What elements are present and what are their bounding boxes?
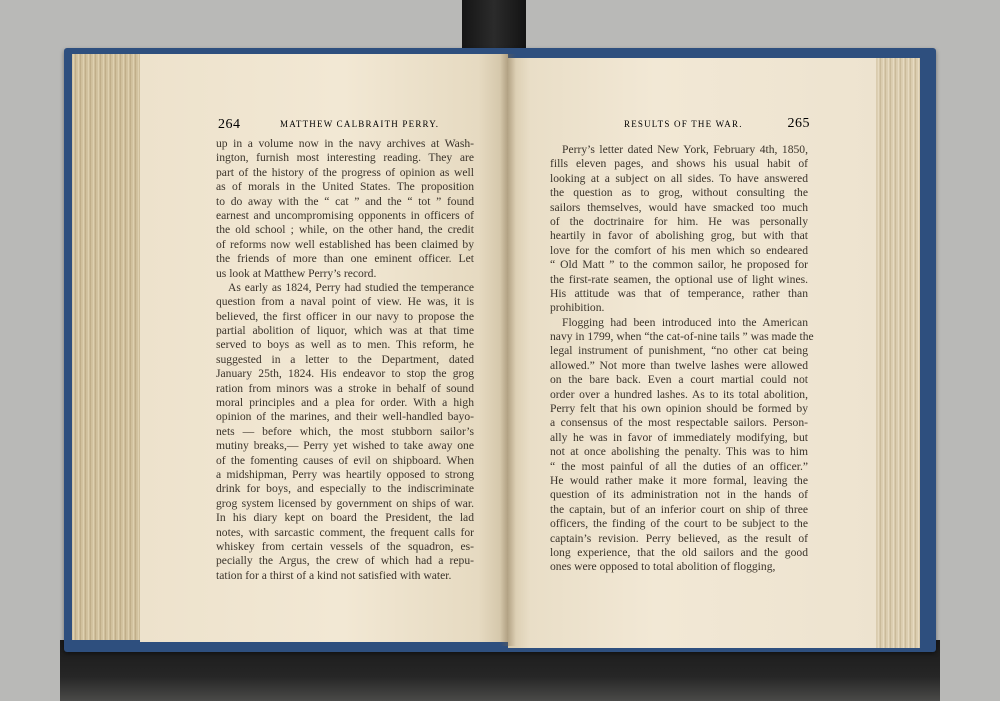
left-page-text-line: whiskey from certain vessels of the squadron, es- (216, 539, 474, 553)
left-page-text-line: earnest and uncompromising opponents in officers of (216, 208, 474, 222)
left-page-edges (72, 54, 148, 640)
right-page-text-line: Perry’s letter dated New York, February 4th, 1850, (562, 143, 808, 156)
left-page-text-line: mutiny breaks,— Perry yet wished to take away one (216, 439, 474, 453)
left-page-number: 264 (218, 117, 241, 132)
right-page-text-line: ally he was in favor of immediately modifying, but (550, 430, 808, 444)
right-page-text-line: prohibition. (550, 301, 605, 315)
left-page-text-line: as of morals in the United States. The proposition (216, 180, 474, 194)
left-page-body (216, 137, 474, 583)
right-page-text-line: navy in 1799, when “the cat-of-nine tails ” was made the (550, 330, 814, 344)
right-page-text-line: long experience, that the old sailors and the good (550, 545, 808, 559)
right-page-number: 265 (787, 116, 810, 131)
left-page-text-line: of reforms now well established has been claimed by (216, 237, 474, 251)
right-page-text-line: captain’s revision. Perry believed, as the result of (550, 531, 808, 545)
left-page-text-line: tation for a thirst of a kind not satisfied with water. (216, 568, 452, 582)
right-page-text-line: fills eleven pages, and shows his usual habit of (550, 157, 808, 171)
right-page-body (550, 143, 814, 575)
left-page-text-line: In his diary kept on board the President, the lad (216, 511, 474, 525)
left-page-text-line: drink for boys, and especially to the indiscriminate (216, 482, 474, 496)
left-page-text-line: question from a naval point of view. He was, it is (216, 295, 474, 309)
left-page-text-line: a midshipman, Perry was heartily opposed to strong (216, 467, 474, 481)
right-page-text-line: not at once abolishing the penalty. This was to him (550, 445, 808, 459)
right-page-text-line: sailors themselves, would have smacked too much (550, 200, 808, 214)
left-page-text-line: to do away with the “ cat ” and the “ tot ” found (216, 194, 474, 208)
right-page-text-line: love for the comfort of his men which so endeared (550, 243, 808, 257)
right-page-text-line: on the bare back. Even a court martial could not (550, 373, 808, 387)
left-page-text-line: the old school ; while, on the other hand, the credit (216, 223, 474, 237)
right-page-text-line: “ the most painful of all the duties of an officer.” (550, 459, 808, 473)
right-page-text-line: question of its administration not in the hands of (550, 488, 808, 502)
right-page-text-line: looking at a subject on all sides. To have answered (550, 171, 808, 185)
left-page-text-line: believed, the first officer in our navy to propose the (216, 309, 474, 323)
left-running-header (218, 116, 476, 132)
right-page-text-line: of the doctrinaire for him. He was personally (550, 214, 808, 228)
left-page-text-line: ington, furnish most interesting reading. They are (216, 151, 474, 165)
left-page-text-line: moral principles and a plea for order. With a high (216, 396, 474, 410)
right-page-text-line: “ Old Matt ” to the common sailor, he proposed for (550, 258, 808, 272)
right-page-text-line: allowed.” Not more than twelve lashes were allowed (550, 358, 808, 372)
left-page-text-line: nets — before which, the most stubborn sailor’s (216, 424, 474, 438)
left-page-text-line: January 25th, 1824. His endeavor to stop the grog (216, 367, 474, 381)
right-page-text-line: order over a hundred lashes. As to its total abolition, (550, 387, 808, 401)
right-page-text-line: the question as to grog, without consulting the (550, 186, 808, 200)
left-page-text-line: suggested in a letter to the Department, dated (216, 352, 474, 366)
right-page-text-line: Flogging had been introduced into the American (562, 315, 808, 329)
left-page-text-line: partial abolition of liquor, which was at that time (216, 324, 474, 338)
left-page-text-line: pecially the Argus, the crew of which had a repu- (216, 554, 474, 568)
right-page-text-line: the first-rate seamen, the optional use of light wines. (550, 272, 808, 286)
left-page-text-line: us look at Matthew Perry’s record. (216, 266, 377, 280)
left-page-text-line: ration from minors was a stroke in behalf of sound (216, 381, 474, 395)
left-page-text-line: of the fomenting causes of evil on shipboard. When (216, 453, 474, 467)
right-page-text-line: His attitude was that of temperance, rather than (550, 286, 808, 300)
right-page-text-line: officers, the finding of the court to be subject to the (550, 517, 808, 531)
right-page-text-line: ones were opposed to total abolition of flogging, (550, 560, 776, 574)
left-page-text-line: opinion of the marines, and their well-handled bayo- (216, 410, 474, 424)
book-gutter (500, 54, 516, 646)
right-page-text-line: legal instrument of punishment, “no other cat being (550, 344, 808, 358)
right-page-text-line: Perry felt that his own opinion should be formed by (550, 402, 808, 416)
right-running-header (548, 116, 810, 132)
left-page-text-line: served to boys as well as to men. This reform, he (216, 338, 474, 352)
right-page-text-line: He would rather make it more formal, leaving the (550, 473, 808, 487)
left-running-head-title: MATTHEW CALBRAITH PERRY. (280, 119, 440, 129)
right-running-head-title: RESULTS OF THE WAR. (624, 119, 743, 129)
left-page-text-line: part of the history of the progress of opinion as well (216, 165, 474, 179)
left-page-text-line: grog system licensed by government on ships of war. (216, 496, 474, 510)
left-page-text-line: notes, with sarcastic comment, the frequent calls for (216, 525, 474, 539)
left-page-text-line: the friends of more than one eminent officer. Let (216, 252, 474, 266)
right-page-edges (872, 58, 920, 648)
left-page-text-line: As early as 1824, Perry had studied the temperance (228, 280, 474, 294)
right-page-text-line: heartily in favor of abolishing grog, but with that (550, 229, 808, 243)
left-page-text-line: up in a volume now in the navy archives at Wash- (216, 137, 474, 150)
right-page-text-line: the captain, but of an inferior court on ship of three (550, 502, 808, 516)
right-page-text-line: a consensus of the most respectable sailors. Person- (550, 416, 808, 430)
